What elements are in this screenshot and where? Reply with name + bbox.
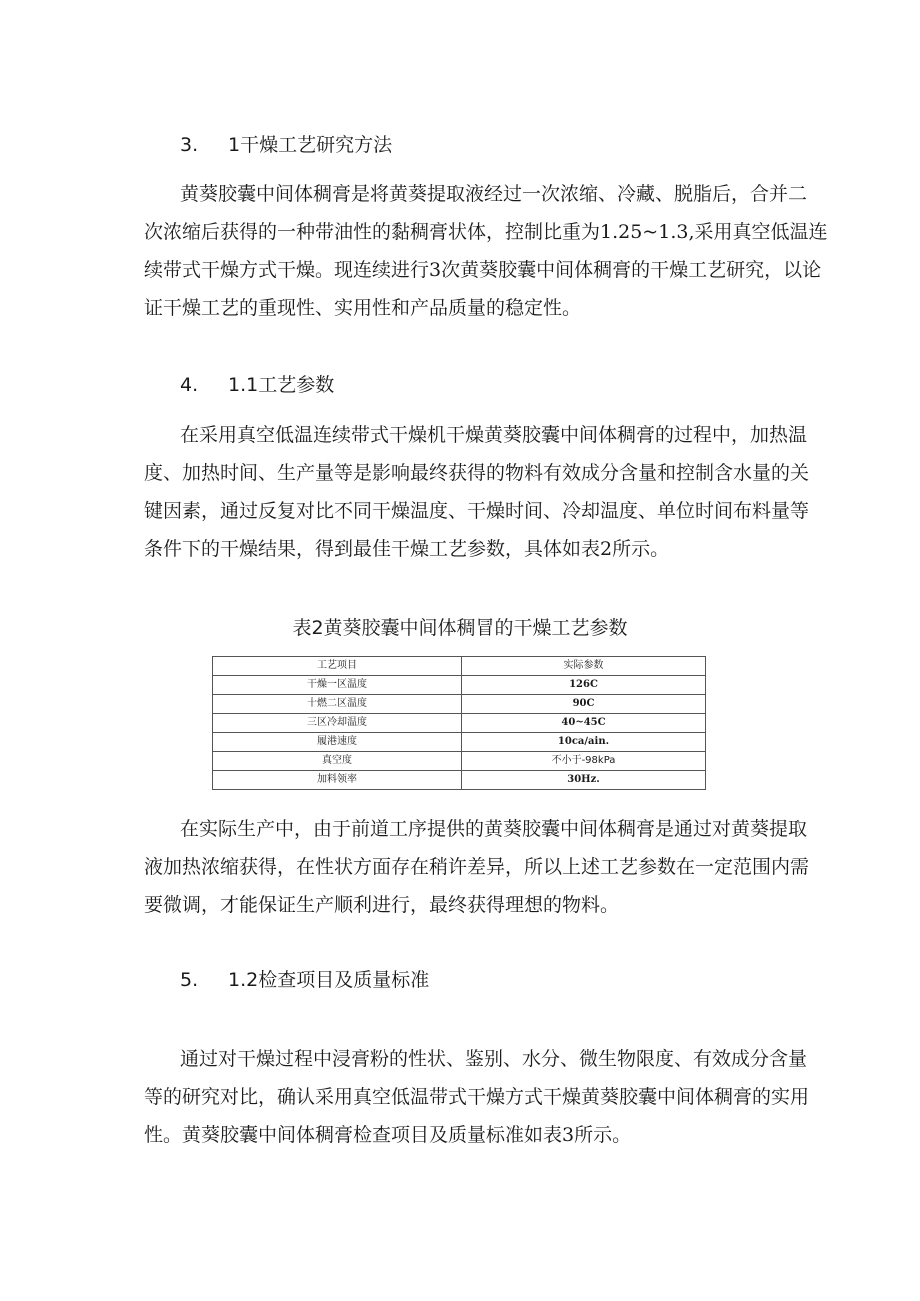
section-heading-5	[180, 968, 429, 992]
table-cell-item: 三区冷却温度	[213, 714, 462, 733]
section-heading-4	[180, 373, 334, 397]
table-row	[213, 733, 706, 752]
table-cell-value: 10ca∕ain.	[462, 733, 706, 752]
section-number: 5.	[180, 969, 199, 991]
paragraph-line: 度、加热时间、生产量等是影响最终获得的物料有效成分含量和控制含水量的关	[144, 462, 810, 484]
table-header-cell: 工艺项目	[213, 657, 462, 676]
table-caption: 表2黄葵胶囊中间体稠冒的干燥工艺参数	[292, 617, 628, 639]
table-cell-item: 履港速度	[213, 733, 462, 752]
table-cell-value: 40~45C	[462, 714, 706, 733]
section-heading-3	[180, 133, 392, 157]
paragraph-line: 等的研究对比，确认采用真空低温带式干燥方式干燥黄葵胶囊中间体稠膏的实用	[144, 1086, 810, 1108]
section-title: 1.1工艺参数	[228, 374, 335, 396]
paragraph-line: 通过对干燥过程中浸膏粉的性状、鉴别、水分、微生物限度、有效成分含量	[180, 1048, 808, 1070]
paragraph-line: 要微调，才能保证生产顺利进行，最终获得理想的物料。	[144, 894, 620, 916]
table-header-row	[213, 657, 706, 676]
table-cell-value: 90C	[462, 695, 706, 714]
paragraph-line: 证干燥工艺的重现性、实用性和产品质量的稳定性。	[144, 297, 582, 319]
table-cell-value: 不小于-98kPa	[462, 752, 706, 771]
table-row	[213, 695, 706, 714]
paragraph-line: 液加热浓缩获得，在性状方面存在稍许差异，所以上述工艺参数在一定范围内需	[144, 856, 810, 878]
table-row	[213, 752, 706, 771]
table-header-cell: 实际参数	[462, 657, 706, 676]
drying-params-table	[212, 656, 706, 790]
table-cell-item: 真空度	[213, 752, 462, 771]
table-row	[213, 676, 706, 695]
table-row	[213, 714, 706, 733]
table-cell-item: 十燃二区温度	[213, 695, 462, 714]
paragraph-line: 在采用真空低温连续带式干燥机干燥黄葵胶囊中间体稠膏的过程中，加热温	[180, 424, 808, 446]
section-number: 3.	[180, 134, 199, 156]
table-cell-item: 加料领率	[213, 771, 462, 790]
paragraph-line: 键因素，通过反复对比不同干燥温度、干燥时间、冷却温度、单位时间布料量等	[144, 500, 810, 522]
paragraph-production-note	[144, 810, 810, 924]
table-cell-value: 126C	[462, 676, 706, 695]
section-number: 4.	[180, 374, 199, 396]
paragraph-process-params	[144, 416, 810, 568]
paragraph-drying-method	[144, 175, 828, 327]
table-cell-value: 30Hz.	[462, 771, 706, 790]
paragraph-line: 次浓缩后获得的一种带油性的黏稠膏状体，控制比重为1.25~1.3,采用真空低温连	[144, 221, 828, 243]
section-title: 1.2检查项目及质量标准	[228, 969, 430, 991]
paragraph-line: 性。黄葵胶囊中间体稠膏检查项目及质量标准如表3所示。	[144, 1124, 632, 1146]
paragraph-line: 在实际生产中，由于前道工序提供的黄葵胶囊中间体稠膏是通过对黄葵提取	[180, 818, 808, 840]
paragraph-line: 黄葵胶囊中间体稠膏是将黄葵提取液经过一次浓缩、冷藏、脱脂后，合并二	[180, 183, 808, 205]
table-row	[213, 771, 706, 790]
section-title: 1干燥工艺研究方法	[228, 134, 393, 156]
paragraph-line: 续带式干燥方式干燥。现连续进行3次黄葵胶囊中间体稠膏的干燥工艺研究，以论	[144, 259, 822, 281]
paragraph-inspection	[144, 1040, 810, 1154]
table-cell-item: 干燥一区温度	[213, 676, 462, 695]
paragraph-line: 条件下的干燥结果，得到最佳干燥工艺参数，具体如表2所示。	[144, 538, 670, 560]
